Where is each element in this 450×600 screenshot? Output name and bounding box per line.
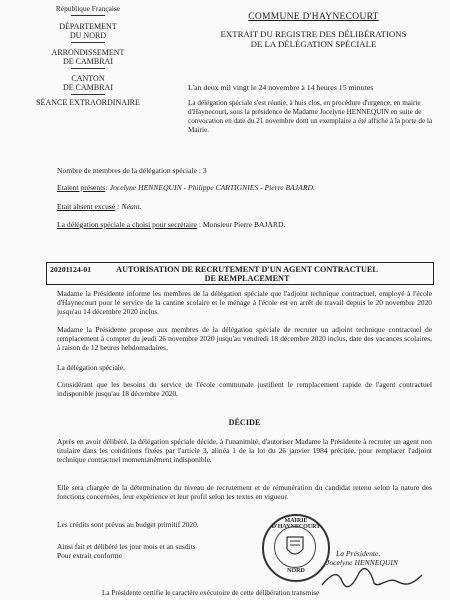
extrait-line-2: DE LA DÉLÉGATION SPÉCIALE: [250, 39, 377, 49]
deliberation-number: 20201124-01: [50, 265, 92, 274]
decide-heading: DÉCIDE: [228, 418, 261, 427]
meeting-date: L'an deux mil vingt le 24 novembre à 14 heures 15 minutes: [188, 83, 374, 92]
paragraph-4: Considérant que les besoins du service de l'école communale justifient le remplacement rapide de l'agent contractuel indisponible jusqu'au 18 décembre 2020.: [57, 380, 432, 398]
divider: [71, 94, 105, 95]
paragraph-7: Les crédits sont prévus au budget primitif 2020.: [57, 520, 199, 529]
republic-label: République Française: [55, 4, 121, 13]
left-header: [8, 4, 168, 107]
paragraph-2: Madame la Présidente propose aux membres de la délégation spéciale de recruter un adjoint technique contractuel de remplacement à compter du jeudi 26 novembre 2020 jusqu'au vendredi 18 décembre 2020 inclus, date des vacances scolaires, à raison de 12 heures hebdomadaires.: [57, 325, 432, 352]
signature-role: La Présidente,: [336, 549, 381, 558]
present-names: : Jocelyne HENNEQUIN - Philippe CARTIGNIES - Pierre BAJARD.: [105, 183, 315, 192]
seal-emblem: [274, 526, 316, 568]
extrait-title: [186, 29, 441, 49]
seal-bottom-text: NORD: [287, 568, 305, 574]
divider: [71, 68, 105, 69]
right-header: [186, 12, 441, 49]
extrait-line-1: EXTRAIT DU REGISTRE DES DÉLIBÉRATIONS: [220, 29, 407, 39]
members-count: Nombre de membres de la délégation spéciale : 3: [57, 166, 207, 175]
commune-title: COMMUNE D'HAYNECOURT: [248, 12, 379, 22]
deliberation-title-line-1: AUTORISATION DE RECRUTEMENT D'UN AGENT CONTRACTUEL: [116, 265, 378, 274]
signature-name: Jocelyne HENNEQUIN: [326, 558, 398, 567]
coat-of-arms-icon: [275, 527, 315, 567]
canton-line-1: CANTON: [71, 73, 105, 83]
secretary-label: La délégation spéciale a choisi pour secrétaire: [57, 220, 197, 229]
absent-label: Etait absent excusé: [57, 202, 116, 211]
secretary: [57, 220, 285, 229]
paragraph-6: Elle sera chargée de la détermination du niveau de recrutement et de rémunération du candidat retenu selon la nature des fonctions concernées, leur expérience et leur profil selon les textes en vigueur.: [57, 483, 432, 501]
divider: [71, 15, 105, 16]
absent-members: [57, 202, 142, 211]
paragraph-5: Après en avoir délibéré, la délégation spéciale décide, à l'unanimité, d'autoriser Madame la Présidente à recruter un agent non titulaire dans les conditions fixées par l'article 3, alinéa 1 de la loi du 26 janvier 1984 précitée, pour remplacer l'adjoint technique contractuel momentanément indisponible.: [57, 437, 432, 464]
present-label: Etaient présents: [57, 183, 106, 192]
footer-note: La Présidente certifie le caractère exécutoire de cette délibération transmise: [102, 589, 320, 597]
paragraph-1: Madame la Présidente informe les membres de la délégation spéciale que l'adjoint technique contractuel, employé à l'école d'Haynecourt pour le service de la cantine scolaire et le ménage à l'école est en arrêt de travail depuis le 20 novembre 2020 jusqu'au 14 décembre 2020 inclus.: [57, 289, 432, 316]
deliberation-title-line-2: DE REMPLACEMENT: [204, 274, 290, 284]
deliberation-header: [46, 262, 434, 285]
paragraph-8: Ainsi fait et délibéré les jour mois et an susdits Pour extrait conforme: [57, 542, 196, 560]
departement-line-1: DÉPARTEMENT: [59, 21, 117, 31]
meeting-intro: La délégation spéciale s'est réunie, à huis clos, en procédure d'urgence, en mairie d'Haynecourt, sous la présidence de Madame Jocelyne HENNEQUIN en suite de convocation en date du 21 novembre dont un exemplaire a été affiché à la porte de la Mairie.: [188, 99, 433, 134]
seance-label: SÉANCE EXTRAORDINAIRE: [36, 97, 140, 107]
paragraph-3: La délégation spéciale,: [57, 363, 125, 372]
departement-line-2: DU NORD: [69, 31, 107, 40]
arrondissement-line-2: DE CAMBRAI: [62, 57, 113, 66]
seal-top-text: MAIRIE D'HAYNECOURT: [271, 518, 321, 530]
arrondissement-line-1: ARRONDISSEMENT: [51, 47, 125, 57]
handwritten-signature-icon: [318, 567, 428, 591]
absent-value: : Néant.: [115, 202, 142, 211]
canton-line-2: DE CAMBRAI: [62, 83, 113, 92]
deliberation-title: [107, 265, 387, 283]
divider: [71, 42, 105, 43]
secretary-value: : Monsieur Pierre BAJARD.: [197, 220, 286, 229]
present-members: [57, 183, 315, 192]
